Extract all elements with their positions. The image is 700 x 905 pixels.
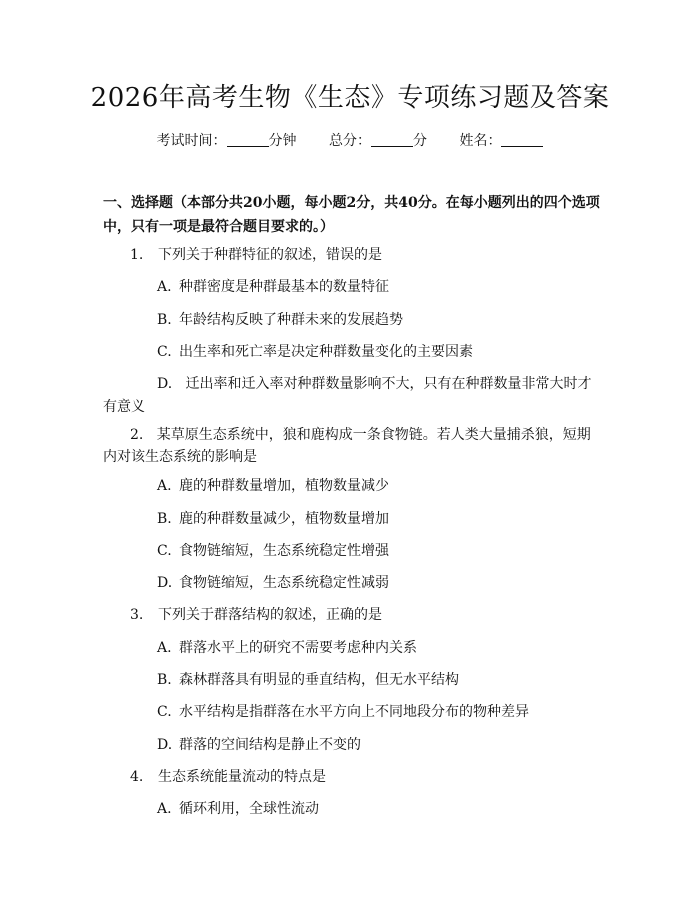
option-4a	[157, 798, 603, 820]
question-text: 下列关于群落结构的叙述，正确的是	[158, 607, 382, 623]
student-name-field	[459, 133, 543, 149]
question-number: 1.	[130, 247, 144, 263]
option-text: 迁出率和迁入率对种群数量影响不大，只有在种群数量非常大时才有意义	[103, 376, 592, 415]
option-letter: C.	[157, 704, 172, 720]
option-2c	[157, 540, 603, 562]
student-name-blank	[501, 132, 543, 147]
option-1d	[103, 373, 603, 419]
option-letter: A.	[157, 640, 172, 656]
option-letter: D.	[157, 575, 173, 591]
option-3b	[157, 669, 603, 691]
question-1	[103, 244, 603, 266]
total-score-blank	[371, 132, 413, 147]
student-name-label: 姓名：	[459, 133, 502, 149]
option-letter: B.	[157, 312, 172, 328]
option-1b	[157, 309, 603, 331]
section-heading: 一、选择题（本部分共20小题，每小题2分，共40分。在每小题列出的四个选项中，只有一项是最符合题目要求的。）	[103, 195, 600, 235]
question-number: 2.	[130, 427, 144, 443]
option-letter: B.	[157, 511, 172, 527]
option-2d	[157, 572, 603, 594]
total-score-label: 总分：	[329, 133, 371, 149]
option-letter: A.	[157, 801, 172, 817]
option-text: 鹿的种群数量增加，植物数量减少	[179, 478, 389, 494]
option-text: 群落水平上的研究不需要考虑种内关系	[179, 640, 417, 656]
total-score-unit: 分	[413, 133, 427, 149]
exam-time-unit: 分钟	[268, 133, 297, 149]
exam-time-label: 考试时间：	[156, 133, 227, 149]
option-letter: B.	[157, 672, 172, 688]
option-text: 食物链缩短，生态系统稳定性增强	[179, 543, 389, 559]
option-letter: D.	[157, 737, 173, 753]
option-1c	[157, 341, 603, 363]
option-text: 群落的空间结构是静止不变的	[179, 737, 361, 753]
option-3a	[157, 637, 603, 659]
option-text: 水平结构是指群落在水平方向上不同地段分布的物种差异	[179, 704, 529, 720]
option-text: 种群密度是种群最基本的数量特征	[179, 279, 389, 295]
option-text: 出生率和死亡率是决定种群数量变化的主要因素	[179, 344, 473, 360]
exam-meta	[0, 131, 700, 151]
question-number: 4.	[130, 769, 144, 785]
option-letter: C.	[157, 543, 172, 559]
option-text: 年龄结构反映了种群未来的发展趋势	[179, 312, 403, 328]
option-letter: D.	[157, 376, 173, 392]
option-letter: A.	[157, 279, 172, 295]
option-3d	[157, 734, 603, 756]
option-2b	[157, 508, 603, 530]
option-text: 鹿的种群数量减少，植物数量增加	[179, 511, 389, 527]
option-text: 森林群落具有明显的垂直结构，但无水平结构	[179, 672, 459, 688]
total-score-field	[329, 133, 427, 149]
question-text: 下列关于种群特征的叙述，错误的是	[158, 247, 382, 263]
option-1a	[157, 276, 603, 298]
option-3c	[157, 701, 603, 723]
question-4	[103, 766, 603, 788]
question-number: 3.	[130, 607, 144, 623]
page-title: 2026年高考生物《生态》专项练习题及答案	[90, 83, 610, 113]
option-text: 食物链缩短，生态系统稳定性减弱	[179, 575, 389, 591]
option-letter: C.	[157, 344, 172, 360]
option-text: 循环利用，全球性流动	[179, 801, 319, 817]
exam-time-field	[157, 133, 297, 149]
question-text: 生态系统能量流动的特点是	[158, 769, 326, 785]
question-3	[103, 604, 603, 626]
question-text: 某草原生态系统中，狼和鹿构成一条食物链。若人类大量捕杀狼，短期内对该生态系统的影响是	[103, 427, 591, 465]
question-2	[103, 424, 603, 468]
option-letter: A.	[157, 478, 172, 494]
option-2a	[157, 475, 603, 497]
exam-time-blank	[227, 132, 269, 147]
